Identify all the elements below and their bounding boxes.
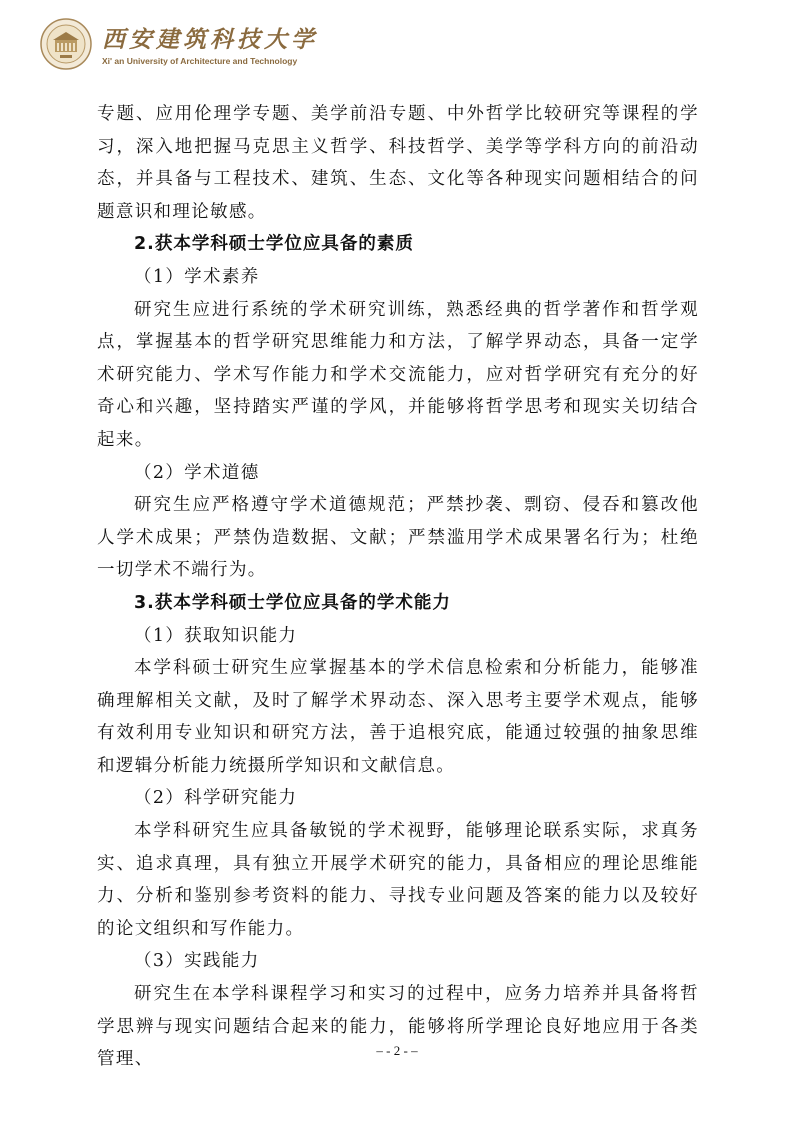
paragraph-practical-ability: 研究生在本学科课程学习和实习的过程中，应务力培养并具备将哲学思辨与现实问题结合起来的能力，能够将所学理论良好地应用于各类管理、: [97, 984, 699, 1070]
subheading-academic-literacy: （1）学术素养: [134, 266, 260, 287]
document-body: [97, 98, 699, 1076]
section-heading-abilities: 3.获本学科硕士学位应具备的学术能力: [134, 592, 451, 613]
university-seal-logo: [40, 18, 92, 70]
page-header: [40, 18, 340, 74]
paragraph-academic-literacy: 研究生应进行系统的学术研究训练，熟悉经典的哲学著作和哲学观点，掌握基本的哲学研究思维能力和方法，了解学界动态，具备一定学术研究能力、学术写作能力和学术交流能力，应对哲学研究有充分的好奇心和兴趣，坚持踏实严谨的学风，并能够将哲学思考和现实关切结合起来。: [97, 299, 699, 450]
paragraph-course-study: 专题、应用伦理学专题、美学前沿专题、中外哲学比较研究等课程的学习，深入地把握马克思主义哲学、科技哲学、美学等学科方向的前沿动态，并具备与工程技术、建筑、生态、文化等各种现实问题相结合的问题意识和理论敏感。: [97, 104, 699, 222]
subheading-research-ability: （2）科学研究能力: [134, 788, 298, 809]
paragraph-research-ability: 本学科研究生应具备敏锐的学术视野，能够理论联系实际，求真务实、追求真理，具有独立开展学术研究的能力，具备相应的理论思维能力、分析和鉴别参考资料的能力、寻找专业问题及答案的能力以及较好的论文组织和写作能力。: [97, 821, 699, 939]
page-number: – - 2 - –: [376, 1043, 418, 1058]
university-name-chinese: 西安建筑科技大学: [102, 26, 318, 53]
university-name-english: Xi' an University of Architecture and Technology: [102, 56, 298, 66]
subheading-practical-ability: （3）实践能力: [134, 951, 260, 972]
paragraph-knowledge-acquisition: 本学科硕士研究生应掌握基本的学术信息检索和分析能力，能够准确理解相关文献，及时了解学术界动态、深入思考主要学术观点，能够有效利用专业知识和研究方法，善于追根究底，能通过较强的抽象思维和逻辑分析能力统摄所学知识和文献信息。: [97, 658, 699, 776]
paragraph-academic-ethics: 研究生应严格遵守学术道德规范；严禁抄袭、剽窃、侵吞和篡改他人学术成果；严禁伪造数据、文献；严禁滥用学术成果署名行为；杜绝一切学术不端行为。: [97, 495, 699, 581]
section-heading-qualities: 2.获本学科硕士学位应具备的素质: [134, 234, 414, 255]
subheading-academic-ethics: （2）学术道德: [134, 462, 260, 483]
subheading-knowledge-acquisition: （1）获取知识能力: [134, 625, 298, 646]
